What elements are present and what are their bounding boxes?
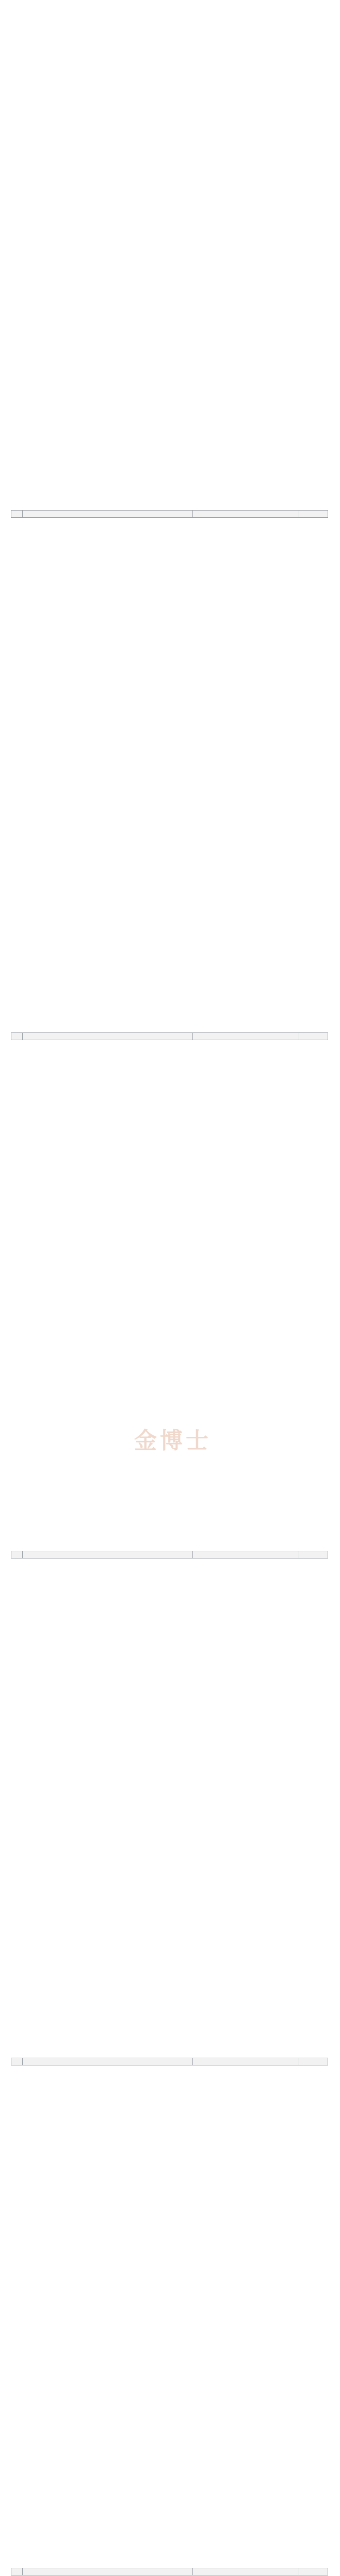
header-number — [11, 1033, 23, 1040]
table-header-row — [11, 2568, 328, 2575]
header-status — [299, 2568, 328, 2575]
project-table — [11, 2058, 328, 2065]
table-section — [11, 1032, 328, 1040]
header-number — [11, 2058, 23, 2065]
header-status — [299, 2058, 328, 2065]
table-section — [11, 2568, 328, 2575]
header-center-name — [23, 1551, 193, 1558]
header-status — [299, 1033, 328, 1040]
header-number — [11, 1551, 23, 1558]
header-center-name — [23, 2568, 193, 2575]
watermark-logo: 金博士 — [134, 1428, 212, 1454]
header-organization — [193, 1033, 299, 1040]
header-center-name — [23, 1033, 193, 1040]
header-organization — [193, 2568, 299, 2575]
header-organization — [193, 511, 299, 518]
table-header-row — [11, 1033, 328, 1040]
project-table — [11, 510, 328, 518]
table-section — [11, 2058, 328, 2065]
table-section — [11, 1551, 328, 1558]
header-status — [299, 1551, 328, 1558]
project-table — [11, 1551, 328, 1558]
header-organization — [193, 2058, 299, 2065]
header-organization — [193, 1551, 299, 1558]
project-table — [11, 2568, 328, 2575]
project-table — [11, 1032, 328, 1040]
table-section — [11, 510, 328, 518]
table-header-row — [11, 511, 328, 518]
header-number — [11, 511, 23, 518]
table-header-row — [11, 2058, 328, 2065]
header-center-name — [23, 2058, 193, 2065]
header-status — [299, 511, 328, 518]
header-number — [11, 2568, 23, 2575]
header-center-name — [23, 511, 193, 518]
table-header-row — [11, 1551, 328, 1558]
